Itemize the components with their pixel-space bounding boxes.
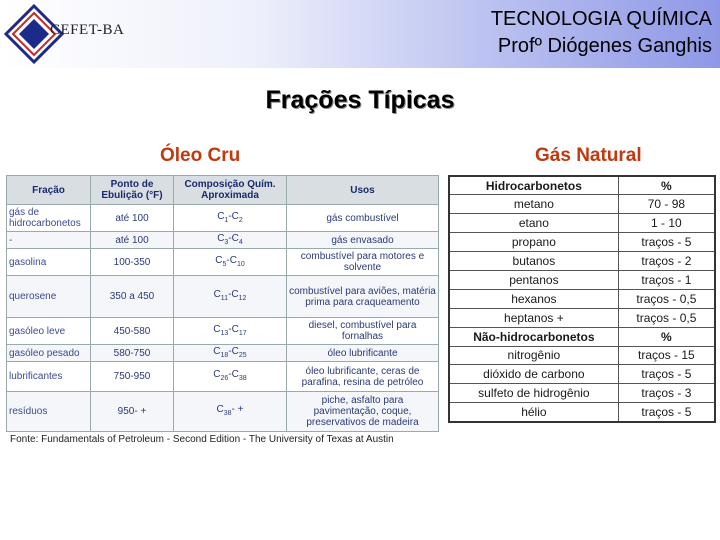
cell-fracao: gasóleo pesado — [7, 345, 91, 362]
header-name: Não-hidrocarbonetos — [449, 327, 618, 346]
formula-comp-mid: -C — [228, 232, 239, 244]
formula-comp-base: C — [213, 323, 221, 335]
formula-comp-mid: -C — [228, 345, 239, 357]
table-header-row — [449, 327, 715, 346]
header-usos: Usos — [287, 176, 439, 205]
cell-name: dióxido de carbono — [449, 365, 618, 384]
cell-usos: óleo lubrificante, ceras de parafina, resina de petróleo — [287, 362, 439, 392]
cell-name: nitrogênio — [449, 346, 618, 365]
formula-comp-s1: 5 — [222, 260, 227, 268]
cell-fracao: lubrificantes — [7, 362, 91, 392]
header-title-line2: Profº Diógenes Ganghis — [497, 35, 712, 57]
formula-comp-s2: 12 — [238, 295, 247, 302]
cell-usos: óleo lubrificante — [287, 345, 439, 362]
cell-name: hexanos — [449, 289, 618, 308]
table-row — [449, 289, 715, 308]
formula-comp-s1: 11 — [220, 295, 229, 302]
cell-ebulicao: 580-750 — [91, 345, 174, 362]
cell-ebulicao: 750-950 — [91, 362, 174, 392]
cell-usos: combustível para motores e solvente — [287, 249, 439, 276]
formula-comp-s2: 38 — [238, 375, 247, 382]
slide-header — [0, 0, 720, 68]
formula-comp-mid: -C — [228, 289, 239, 300]
cell-fracao: gás de hidrocarbonetos — [7, 205, 91, 232]
cell-ebulicao: até 100 — [91, 205, 174, 232]
cell-fracao: querosene — [7, 276, 91, 318]
cell-usos: combustível para aviões, matéria prima para craqueamento — [287, 276, 439, 318]
cell-fracao: gasóleo leve — [7, 318, 91, 345]
cell-name: etano — [449, 214, 618, 233]
cell-pct: traços - 5 — [618, 365, 715, 384]
cell-usos: gás envasado — [287, 232, 439, 249]
cell-composicao — [174, 249, 287, 276]
table-row — [7, 318, 439, 345]
source-note: Fonte: Fundamentals of Petroleum - Second Edition - The University of Texas at Austin — [10, 434, 394, 445]
formula-comp-mid: -C — [228, 369, 239, 380]
cell-composicao — [174, 392, 287, 432]
cell-usos: piche, asfalto para pavimentação, coque, preservativos de madeira — [287, 392, 439, 432]
cell-pct: traços - 3 — [618, 384, 715, 403]
cell-name: pentanos — [449, 270, 618, 289]
gas-subtitle: Gás Natural — [535, 145, 642, 166]
table-row — [7, 232, 439, 249]
header-title — [491, 6, 712, 60]
table-row — [449, 365, 715, 384]
table-row — [7, 249, 439, 276]
formula-comp-s1: 18 — [220, 351, 229, 359]
table-row — [449, 214, 715, 233]
cell-ebulicao: 350 a 450 — [91, 276, 174, 318]
table-row — [449, 233, 715, 252]
table-row — [449, 270, 715, 289]
slide-title: Frações Típicas — [265, 86, 455, 114]
formula-comp-s2: 2 — [238, 216, 243, 224]
cell-composicao — [174, 318, 287, 345]
header-name: Hidrocarbonetos — [449, 176, 618, 195]
cell-usos: gás combustível — [287, 205, 439, 232]
oil-subtitle: Óleo Cru — [160, 145, 241, 166]
formula-comp-base: C — [217, 210, 225, 222]
cell-fracao: resíduos — [7, 392, 91, 432]
cell-fracao: - — [7, 232, 91, 249]
formula-comp-s1: 1 — [224, 216, 229, 224]
formula-comp-s2: 25 — [238, 351, 247, 359]
formula-comp-mid: -C — [228, 323, 239, 335]
cell-fracao: gasolina — [7, 249, 91, 276]
cell-pct: traços - 1 — [618, 270, 715, 289]
cell-pct: 1 - 10 — [618, 214, 715, 233]
formula-comp-base: C — [216, 404, 224, 415]
formula-comp-s1: 3 — [224, 238, 229, 246]
formula-comp-s2: 4 — [238, 238, 243, 246]
table-row — [449, 403, 715, 422]
cell-pct: traços - 15 — [618, 346, 715, 365]
table-row — [7, 205, 439, 232]
cell-pct: traços - 0,5 — [618, 289, 715, 308]
formula-comp-s2: 17 — [238, 329, 247, 337]
table-row — [7, 345, 439, 362]
cell-name: metano — [449, 195, 618, 214]
formula-comp-base: C — [215, 254, 223, 266]
crude-oil-fractions-table — [6, 175, 439, 432]
cell-ebulicao: até 100 — [91, 232, 174, 249]
cell-name: sulfeto de hidrogênio — [449, 384, 618, 403]
cell-composicao — [174, 362, 287, 392]
table-row — [449, 195, 715, 214]
formula-comp-base: C — [213, 345, 221, 357]
cell-pct: traços - 2 — [618, 252, 715, 271]
cell-pct: traços - 0,5 — [618, 308, 715, 327]
cell-name: hélio — [449, 403, 618, 422]
logo-text: CEFET-BA — [50, 22, 125, 38]
table-row — [7, 362, 439, 392]
header-title-line1: TECNOLOGIA QUÍMICA — [490, 8, 712, 30]
formula-comp-mid: -C — [226, 254, 237, 266]
header-pct: % — [618, 176, 715, 195]
formula-comp-base: C — [213, 289, 221, 300]
header-composicao: Composição Quím. Aproximada — [174, 176, 287, 205]
table-row — [449, 384, 715, 403]
table-row — [449, 308, 715, 327]
cell-composicao — [174, 276, 287, 318]
table-header-row — [7, 176, 439, 205]
formula-comp-mid: - + — [231, 404, 244, 415]
cell-pct: 70 - 98 — [618, 195, 715, 214]
formula-comp-base: C — [217, 232, 225, 244]
header-ebulicao: Ponto de Ebulição (°F) — [91, 176, 174, 205]
cell-name: butanos — [449, 252, 618, 271]
table-row — [449, 252, 715, 271]
formula-comp-s1: 38 — [223, 410, 232, 417]
cell-composicao — [174, 205, 287, 232]
cell-ebulicao: 450-580 — [91, 318, 174, 345]
formula-comp-s1: 26 — [220, 375, 229, 382]
table-row — [449, 346, 715, 365]
formula-comp-mid: -C — [228, 210, 239, 222]
table-row — [7, 276, 439, 318]
cell-composicao — [174, 232, 287, 249]
cell-ebulicao: 950- + — [91, 392, 174, 432]
cell-name: propano — [449, 233, 618, 252]
cell-pct: traços - 5 — [618, 233, 715, 252]
formula-comp-s2: 10 — [236, 260, 245, 268]
formula-comp-s1: 13 — [220, 329, 229, 337]
cell-composicao — [174, 345, 287, 362]
table-header-row — [449, 176, 715, 195]
natural-gas-table — [448, 175, 716, 423]
cell-name: heptanos + — [449, 308, 618, 327]
cell-usos: diesel, combustível para fornalhas — [287, 318, 439, 345]
formula-comp-base: C — [213, 369, 221, 380]
cell-ebulicao: 100-350 — [91, 249, 174, 276]
header-pct: % — [618, 327, 715, 346]
cell-pct: traços - 5 — [618, 403, 715, 422]
header-fracao: Fração — [7, 176, 91, 205]
table-row — [7, 392, 439, 432]
